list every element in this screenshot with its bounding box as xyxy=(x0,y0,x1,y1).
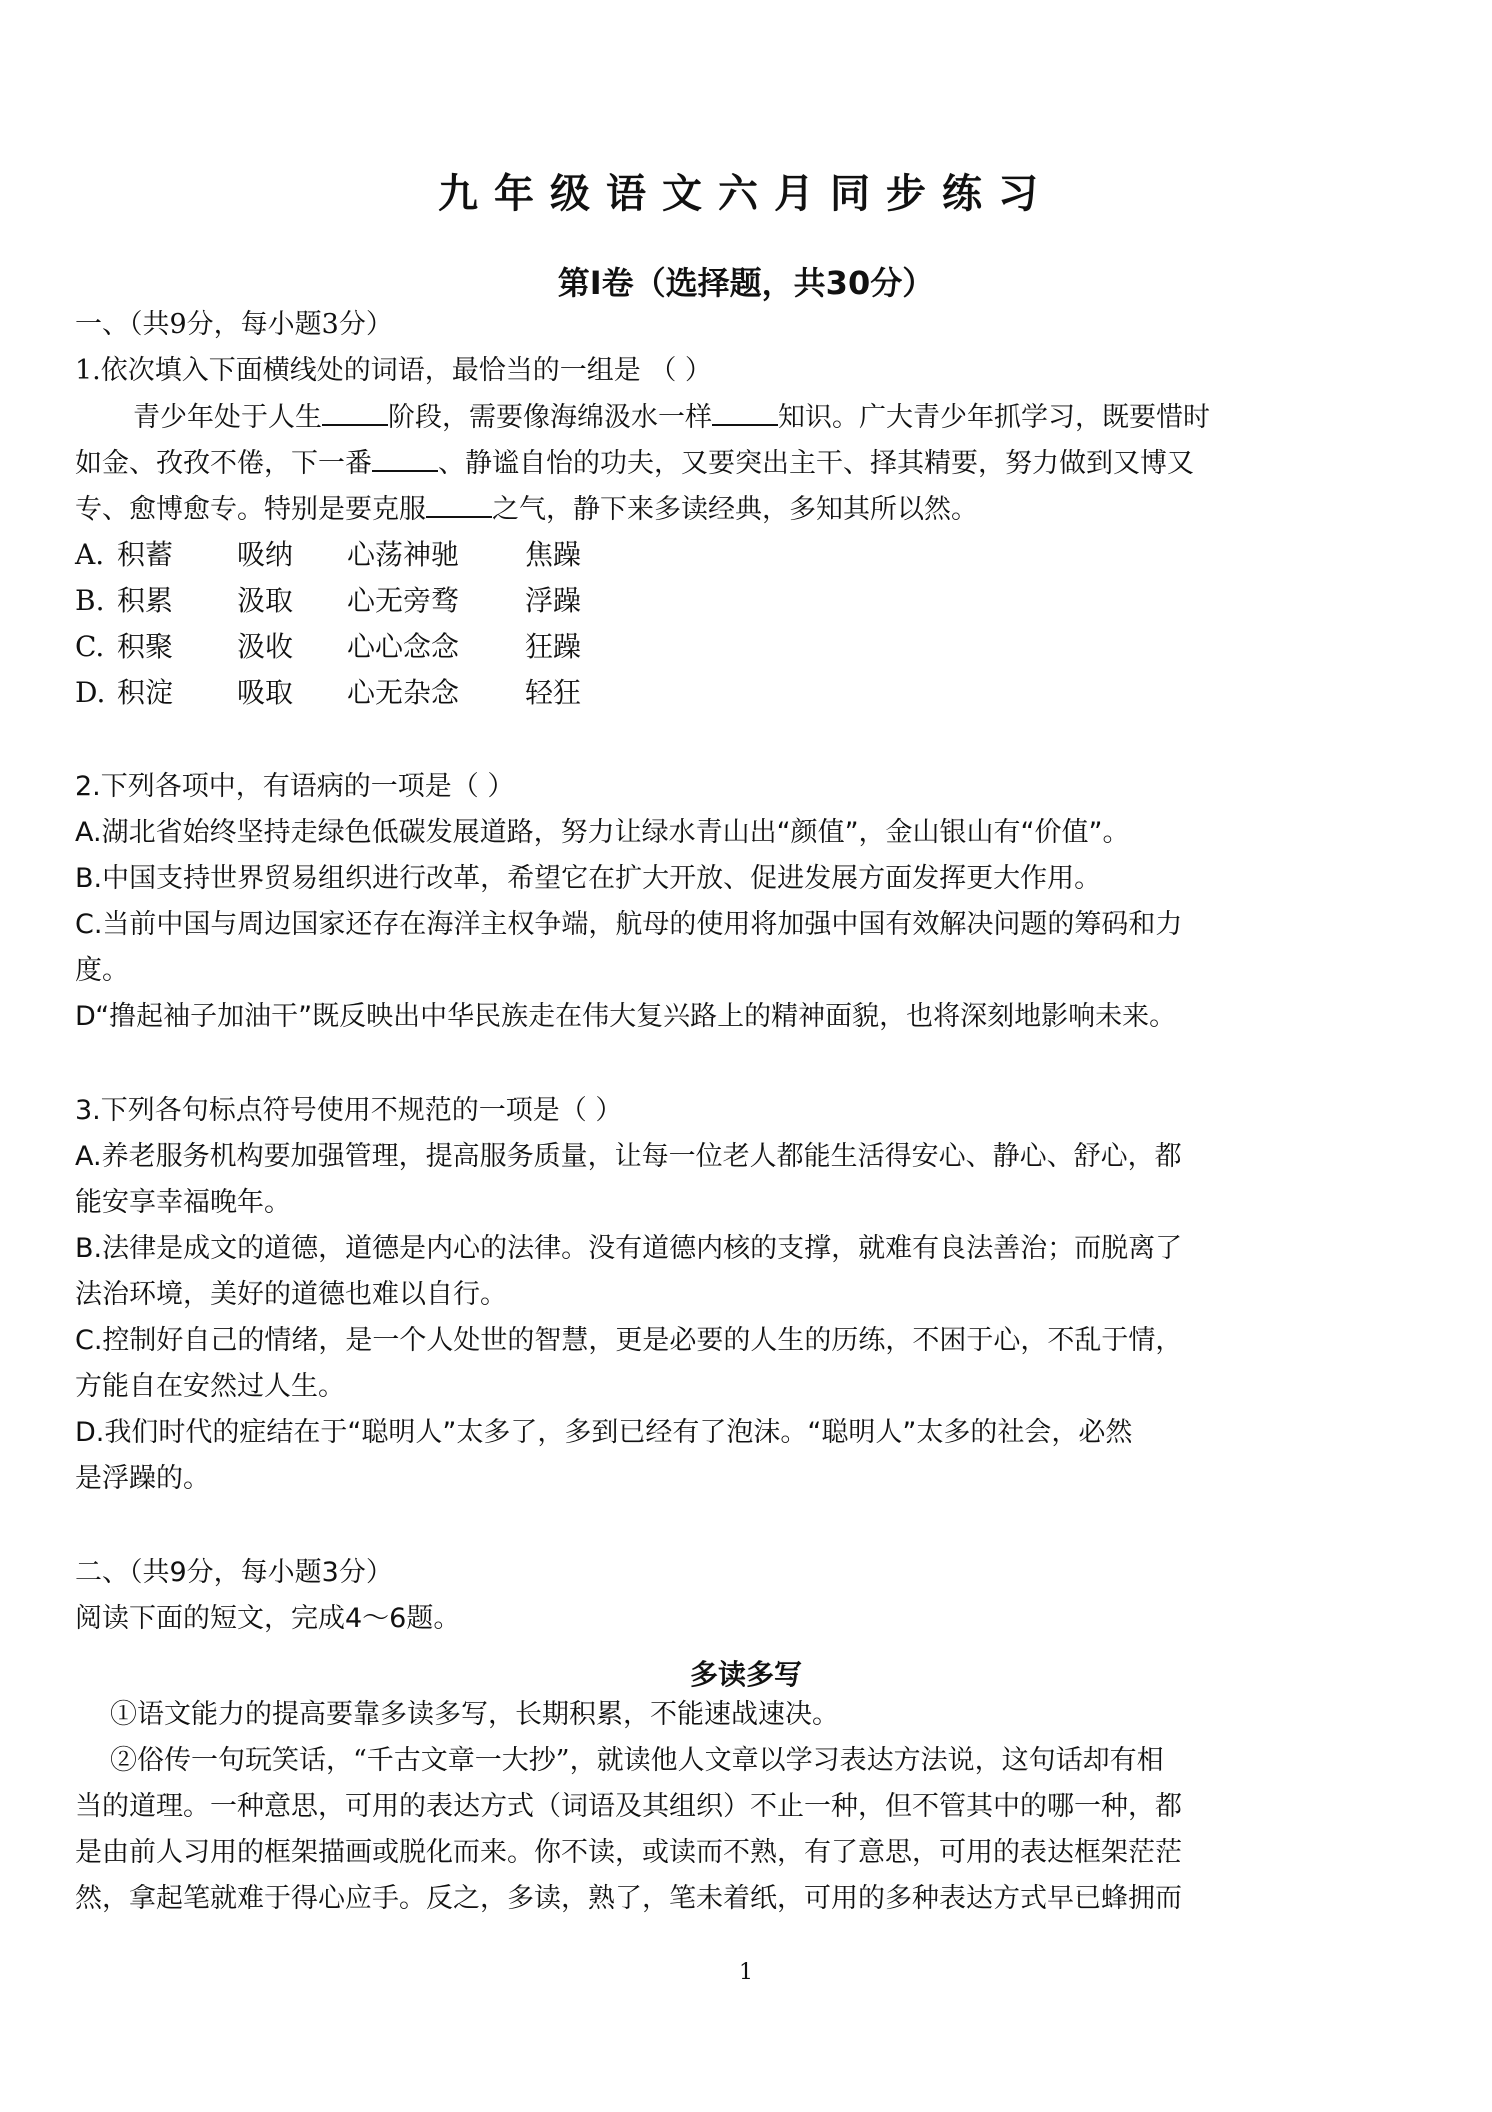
q2-option-c-line1: C.当前中国与周边国家还存在海洋主权争端，航母的使用将加强中国有效解决问题的筹码和力 xyxy=(75,909,1183,940)
option-word: 狂躁 xyxy=(525,630,582,663)
option-word: 积聚 xyxy=(117,630,174,663)
q3-option-b-line2: 法治环境，美好的道德也难以自行。 xyxy=(75,1279,507,1310)
q1-passage-line2 xyxy=(75,446,1395,481)
q1-stem: 1.依次填入下面横线处的词语，最恰当的一组是 （ ） xyxy=(75,355,712,386)
paper-subtitle: 第Ⅰ卷（选择题，共30分） xyxy=(557,264,935,302)
fill-blank xyxy=(426,492,492,518)
option-word: 轻狂 xyxy=(525,676,582,709)
option-word: 浮躁 xyxy=(525,584,582,617)
q1-passage-text: 知识。广大青少年抓学习，既要惜时 xyxy=(778,402,1210,433)
page-number: 1 xyxy=(739,1960,753,1985)
q1-passage-text: 、静谧自怡的功夫，又要突出主干、择其精要，努力做到又博又 xyxy=(438,448,1194,479)
passage-paragraph-1: ①语文能力的提高要靠多读多写，长期积累，不能速战速决。 xyxy=(110,1699,839,1730)
option-letter: A. xyxy=(75,538,105,571)
section1-heading: 一、（共9分，每小题3分） xyxy=(75,309,393,340)
option-word: 心无杂念 xyxy=(347,676,460,709)
section2-heading: 二、（共9分，每小题3分） xyxy=(75,1557,393,1588)
option-word: 焦躁 xyxy=(525,538,582,571)
q3-stem: 3.下列各句标点符号使用不规范的一项是（ ） xyxy=(75,1095,623,1126)
q1-passage-text: 青少年处于人生 xyxy=(133,402,322,433)
passage-title: 多读多写 xyxy=(689,1658,802,1691)
option-word: 汲收 xyxy=(237,630,294,663)
q3-option-a-line1: A.养老服务机构要加强管理，提高服务质量，让每一位老人都能生活得安心、静心、舒心，都 xyxy=(75,1141,1182,1172)
option-letter: C. xyxy=(75,630,105,663)
q2-stem: 2.下列各项中，有语病的一项是（ ） xyxy=(75,771,515,802)
option-word: 积淀 xyxy=(117,676,174,709)
passage-paragraph-2-line2: 当的道理。一种意思，可用的表达方式（词语及其组织）不止一种，但不管其中的哪一种，都 xyxy=(75,1791,1182,1822)
q1-passage-text: 之气，静下来多读经典，多知其所以然。 xyxy=(492,494,978,525)
q2-option-b: B.中国支持世界贸易组织进行改革，希望它在扩大开放、促进发展方面发挥更大作用。 xyxy=(75,863,1102,894)
passage-paragraph-2-line1: ②俗传一句玩笑话，“千古文章一大抄”，就读他人文章以学习表达方法说，这句话却有相 xyxy=(110,1745,1164,1776)
page-title: 九年级语文六月同步练习 xyxy=(438,171,1054,217)
q1-passage-text: 专、愈博愈专。特别是要克服 xyxy=(75,494,426,525)
q3-option-c-line1: C.控制好自己的情绪，是一个人处世的智慧，更是必要的人生的历练，不困于心，不乱于情， xyxy=(75,1325,1183,1356)
q2-option-c-line2: 度。 xyxy=(75,955,129,986)
option-word: 心无旁骛 xyxy=(347,584,460,617)
fill-blank xyxy=(712,400,778,426)
q3-option-c-line2: 方能自在安然过人生。 xyxy=(75,1371,345,1402)
option-letter: B. xyxy=(75,584,105,617)
option-letter: D. xyxy=(75,676,106,709)
q3-option-a-line2: 能安享幸福晚年。 xyxy=(75,1187,291,1218)
q3-option-d-line2: 是浮躁的。 xyxy=(75,1463,210,1494)
q1-passage-line1 xyxy=(133,400,1453,435)
option-word: 心心念念 xyxy=(347,630,460,663)
option-word: 吸纳 xyxy=(237,538,294,571)
q2-option-d: D“撸起袖子加油干”既反映出中华民族走在伟大复兴路上的精神面貌，也将深刻地影响未来。 xyxy=(75,1001,1177,1032)
option-word: 积累 xyxy=(117,584,174,617)
passage-paragraph-2-line4: 然，拿起笔就难于得心应手。反之，多读，熟了，笔未着纸，可用的多种表达方式早已蜂拥而 xyxy=(75,1883,1182,1914)
q3-option-d-line1: D.我们时代的症结在于“聪明人”太多了，多到已经有了泡沫。“聪明人”太多的社会，必然 xyxy=(75,1417,1133,1448)
q1-passage-text: 如金、孜孜不倦，下一番 xyxy=(75,448,372,479)
option-word: 积蓄 xyxy=(117,538,174,571)
q1-passage-line3 xyxy=(75,492,1395,527)
q2-option-a: A.湖北省始终坚持走绿色低碳发展道路，努力让绿水青山出“颜值”，金山银山有“价值”。 xyxy=(75,817,1130,848)
q3-option-b-line1: B.法律是成文的道德，道德是内心的法律。没有道德内核的支撑，就难有良法善治；而脱离了 xyxy=(75,1233,1183,1264)
q1-passage-text: 阶段，需要像海绵汲水一样 xyxy=(388,402,712,433)
option-word: 心荡神驰 xyxy=(347,538,460,571)
option-word: 吸取 xyxy=(237,676,294,709)
fill-blank xyxy=(372,446,438,472)
section2-instruction: 阅读下面的短文，完成4～6题。 xyxy=(75,1603,461,1634)
option-word: 汲取 xyxy=(237,584,294,617)
fill-blank xyxy=(322,400,388,426)
passage-paragraph-2-line3: 是由前人习用的框架描画或脱化而来。你不读，或读而不熟，有了意思，可用的表达框架茫茫 xyxy=(75,1837,1182,1868)
